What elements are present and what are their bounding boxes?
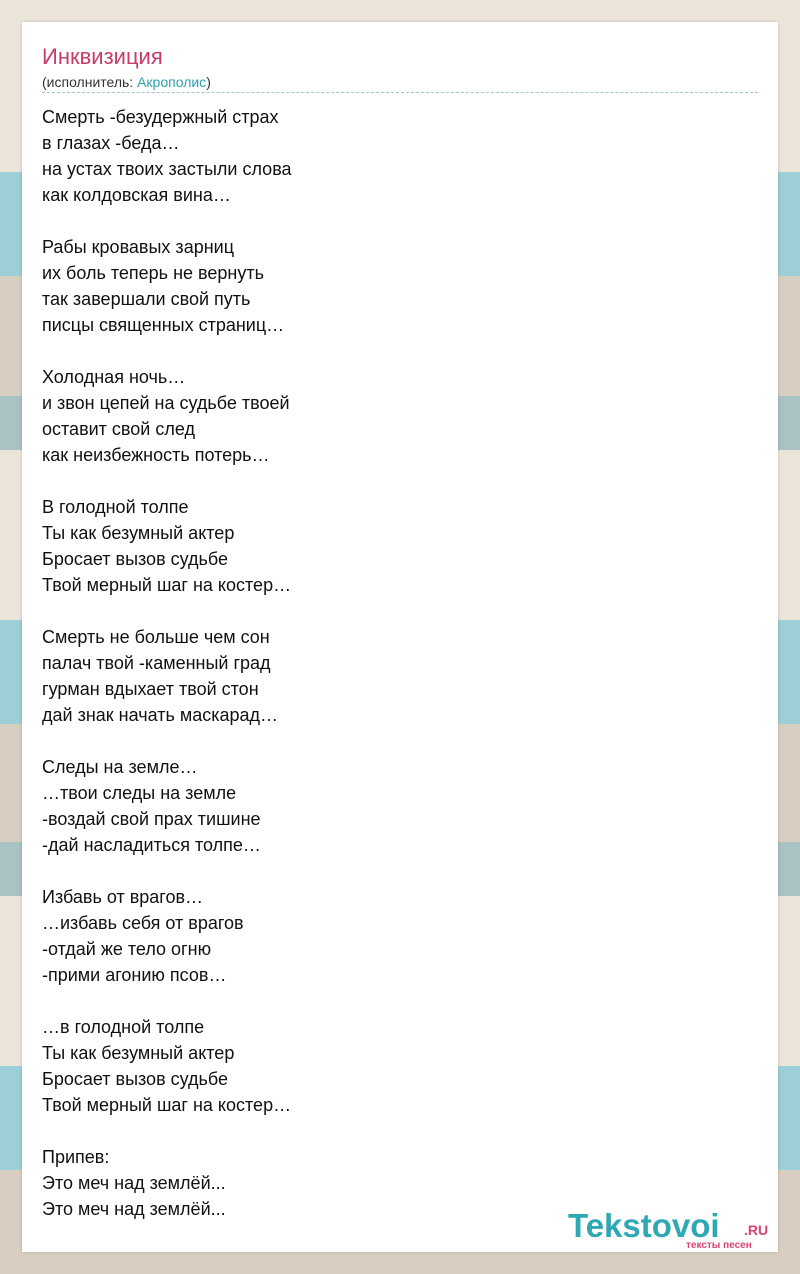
lyric-line: как неизбежность потерь… <box>42 445 270 465</box>
title-divider <box>42 92 758 93</box>
lyric-line: Бросает вызов судьбе <box>42 1069 229 1089</box>
artist-link[interactable]: Акрополис <box>137 74 207 90</box>
lyric-line: Смерть -безудержный страх <box>42 107 279 127</box>
lyric-line: Ты как безумный актер <box>42 1043 235 1063</box>
lyric-line <box>42 598 742 624</box>
lyric-line: на устах твоих застыли слова <box>42 159 292 179</box>
lyric-line: палач твой -каменный град <box>42 653 271 673</box>
song-title: Инквизиция <box>42 44 163 69</box>
lyric-line: -воздай свой прах тишине <box>42 809 261 829</box>
lyric-line: Твой мерный шаг на костер… <box>42 1095 292 1115</box>
lyric-line: Твой мерный шаг на костер… <box>42 575 292 595</box>
lyric-line <box>42 728 742 754</box>
lyric-line: Припев: <box>42 1147 110 1167</box>
lyric-line: Это меч над землёй... <box>42 1199 226 1219</box>
lyric-line: Это меч над землёй... <box>42 1173 226 1193</box>
logo-name: Tekstovoi <box>568 1207 720 1244</box>
lyric-line: -отдай же тело огню <box>42 939 212 959</box>
lyric-line: Избавь от врагов… <box>42 887 204 907</box>
lyric-line: -дай насладиться толпе… <box>42 835 261 855</box>
lyric-line: Смерть не больше чем сон <box>42 627 270 647</box>
lyrics-card <box>22 22 778 1252</box>
lyric-line: Ты как безумный актер <box>42 523 235 543</box>
lyric-line: Следы на земле… <box>42 757 198 777</box>
lyric-line: и звон цепей на судьбе твоей <box>42 393 290 413</box>
lyric-line: их боль теперь не вернуть <box>42 263 264 283</box>
logo-tld: .RU <box>744 1222 769 1238</box>
site-logo[interactable] <box>568 1208 778 1252</box>
lyric-line <box>42 988 742 1014</box>
artist-line <box>42 73 211 91</box>
lyric-line <box>42 1118 742 1144</box>
lyric-line: …твои следы на земле <box>42 783 237 803</box>
lyric-line: …в голодной толпе <box>42 1017 205 1037</box>
lyric-line <box>42 468 742 494</box>
artist-suffix: ) <box>206 74 211 90</box>
lyric-line <box>42 858 742 884</box>
lyric-line: -прими агонию псов… <box>42 965 227 985</box>
lyric-line: …избавь себя от врагов <box>42 913 244 933</box>
lyric-line: как колдовская вина… <box>42 185 231 205</box>
logo-tagline: тексты песен <box>686 1240 752 1251</box>
lyric-line: писцы священных страниц… <box>42 315 285 335</box>
lyric-line: Рабы кровавых зарниц <box>42 237 235 257</box>
lyric-line <box>42 338 742 364</box>
lyric-line: дай знак начать маскарад… <box>42 705 279 725</box>
lyric-line: в глазах -беда… <box>42 133 180 153</box>
lyric-line: так завершали свой путь <box>42 289 251 309</box>
lyric-line <box>42 208 742 234</box>
lyric-line: В голодной толпе <box>42 497 189 517</box>
artist-prefix: (исполнитель: <box>42 74 138 90</box>
lyric-line: оставит свой след <box>42 419 195 439</box>
lyric-line: Холодная ночь… <box>42 367 186 387</box>
lyrics-text <box>42 104 742 1222</box>
lyric-line: Бросает вызов судьбе <box>42 549 229 569</box>
lyric-line: гурман вдыхает твой стон <box>42 679 259 699</box>
